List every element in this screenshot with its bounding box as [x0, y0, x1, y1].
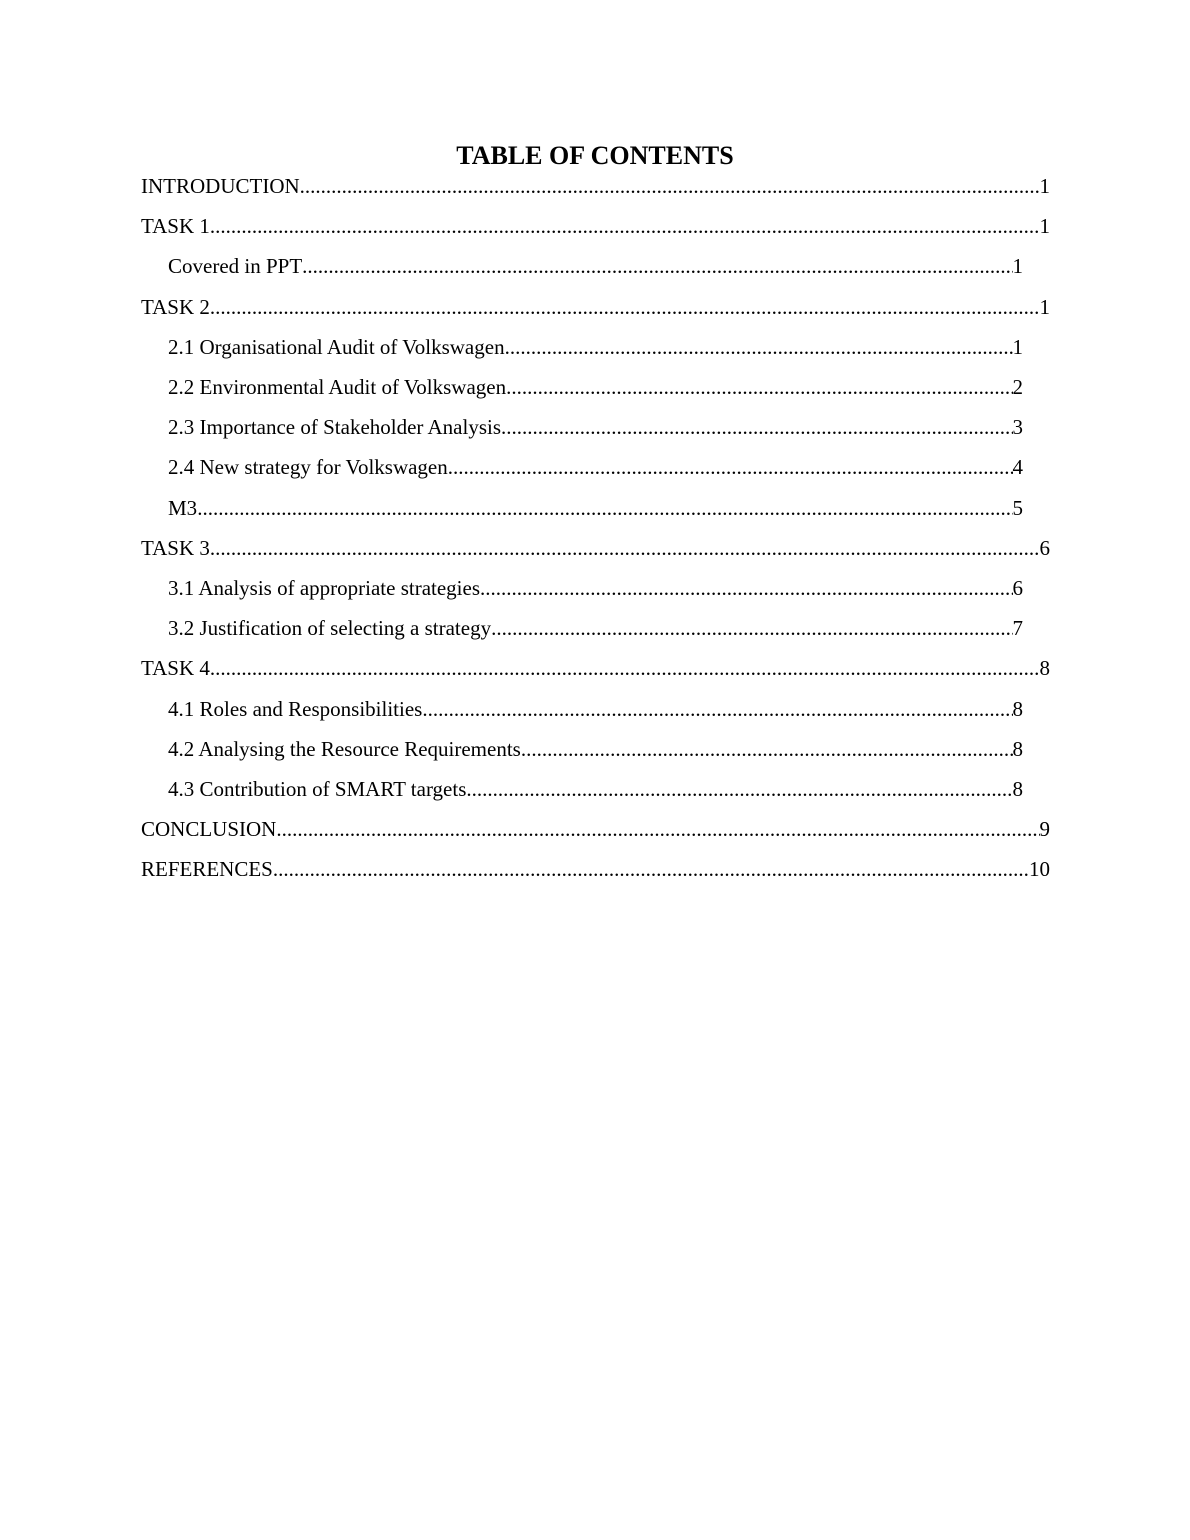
toc-leader-dots	[521, 733, 1013, 765]
toc-entry-label: 2.2 Environmental Audit of Volkswagen	[168, 375, 507, 399]
toc-entry-label: TASK 2	[141, 294, 210, 319]
toc-entry-label: REFERENCES	[141, 857, 273, 882]
toc-leader-dots	[501, 411, 1012, 443]
toc-entry-label: TASK 4	[141, 656, 210, 681]
toc-entry-2-1[interactable]	[168, 331, 1023, 363]
toc-page-number: 1	[1039, 214, 1050, 239]
toc-entry-task-4[interactable]	[141, 652, 1050, 684]
toc-page-number: 8	[1012, 736, 1023, 761]
toc-leader-dots	[422, 693, 1012, 725]
toc-entry-3-2[interactable]	[168, 612, 1023, 644]
toc-leader-dots	[197, 492, 1012, 524]
toc-entry-task-3[interactable]	[141, 532, 1050, 564]
toc-page-number: 8	[1039, 656, 1050, 681]
toc-leader-dots	[273, 853, 1029, 885]
toc-entry-2-4[interactable]	[168, 451, 1023, 483]
toc-entry-label: 2.1 Organisational Audit of Volkswagen	[168, 334, 505, 359]
toc-page-number: 10	[1029, 857, 1050, 882]
toc-entry-conclusion[interactable]	[141, 813, 1050, 845]
toc-page-number: 9	[1039, 817, 1050, 842]
toc-entry-4-1[interactable]	[168, 693, 1023, 725]
toc-leader-dots	[491, 612, 1012, 644]
toc-page-number: 7	[1012, 616, 1023, 641]
toc-leader-dots	[210, 652, 1040, 684]
toc-page-number: 4	[1012, 455, 1023, 480]
toc-entry-label: INTRODUCTION	[141, 174, 300, 198]
toc-entry-label: 2.4 New strategy for Volkswagen	[168, 455, 448, 480]
toc-entry-label: TASK 3	[141, 535, 210, 560]
toc-page-number: 3	[1012, 415, 1023, 440]
toc-leader-dots	[480, 572, 1012, 604]
toc-leader-dots	[276, 813, 1039, 845]
toc-leader-dots	[210, 210, 1040, 242]
toc-entry-label: Covered in PPT	[168, 254, 303, 279]
toc-page-number: 1	[1012, 334, 1023, 359]
toc-leader-dots	[466, 773, 1012, 805]
toc-title: TABLE OF CONTENTS	[456, 141, 734, 170]
toc-page-number: 1	[1012, 254, 1023, 279]
toc-entry-4-3[interactable]	[168, 773, 1023, 805]
toc-page-number: 6	[1012, 576, 1023, 600]
toc-page-number: 2	[1012, 375, 1023, 399]
toc-leader-dots	[210, 291, 1040, 323]
toc-entry-m3[interactable]	[168, 492, 1023, 524]
toc-entry-label: TASK 1	[141, 214, 210, 239]
toc-entry-introduction[interactable]	[141, 170, 1050, 202]
toc-page-number: 8	[1012, 696, 1023, 721]
toc-leader-dots	[448, 451, 1013, 483]
toc-entry-label: 3.2 Justification of selecting a strategy	[168, 616, 492, 641]
toc-entry-covered-in-ppt[interactable]	[168, 250, 1023, 282]
toc-entry-label: 2.3 Importance of Stakeholder Analysis	[168, 415, 502, 440]
toc-page-number: 8	[1012, 777, 1023, 801]
toc-entry-2-3[interactable]	[168, 411, 1023, 443]
toc-entry-references[interactable]	[141, 853, 1050, 885]
toc-page-number: 1	[1039, 294, 1050, 319]
toc-entry-label: 3.1 Analysis of appropriate strategies	[168, 576, 481, 600]
toc-entry-task-2[interactable]	[141, 291, 1050, 323]
toc-leader-dots	[302, 250, 1012, 282]
toc-page-number: 6	[1039, 535, 1050, 560]
toc-entry-2-2[interactable]	[168, 371, 1023, 403]
toc-entry-label: 4.2 Analysing the Resource Requirements	[168, 736, 521, 761]
toc-entry-label: 4.3 Contribution of SMART targets	[168, 777, 467, 801]
toc-entry-4-2[interactable]	[168, 733, 1023, 765]
toc-leader-dots	[505, 331, 1013, 363]
toc-page-number: 1	[1039, 174, 1050, 198]
toc-page-number: 5	[1012, 495, 1023, 520]
toc-entry-label: M3	[168, 495, 198, 520]
toc-entry-label: 4.1 Roles and Responsibilities	[168, 696, 423, 721]
toc-leader-dots	[210, 532, 1040, 564]
toc-leader-dots	[506, 371, 1012, 403]
toc-entry-label: CONCLUSION	[141, 817, 277, 842]
toc-entry-3-1[interactable]	[168, 572, 1023, 604]
toc-entry-task-1[interactable]	[141, 210, 1050, 242]
toc-leader-dots	[300, 170, 1040, 202]
